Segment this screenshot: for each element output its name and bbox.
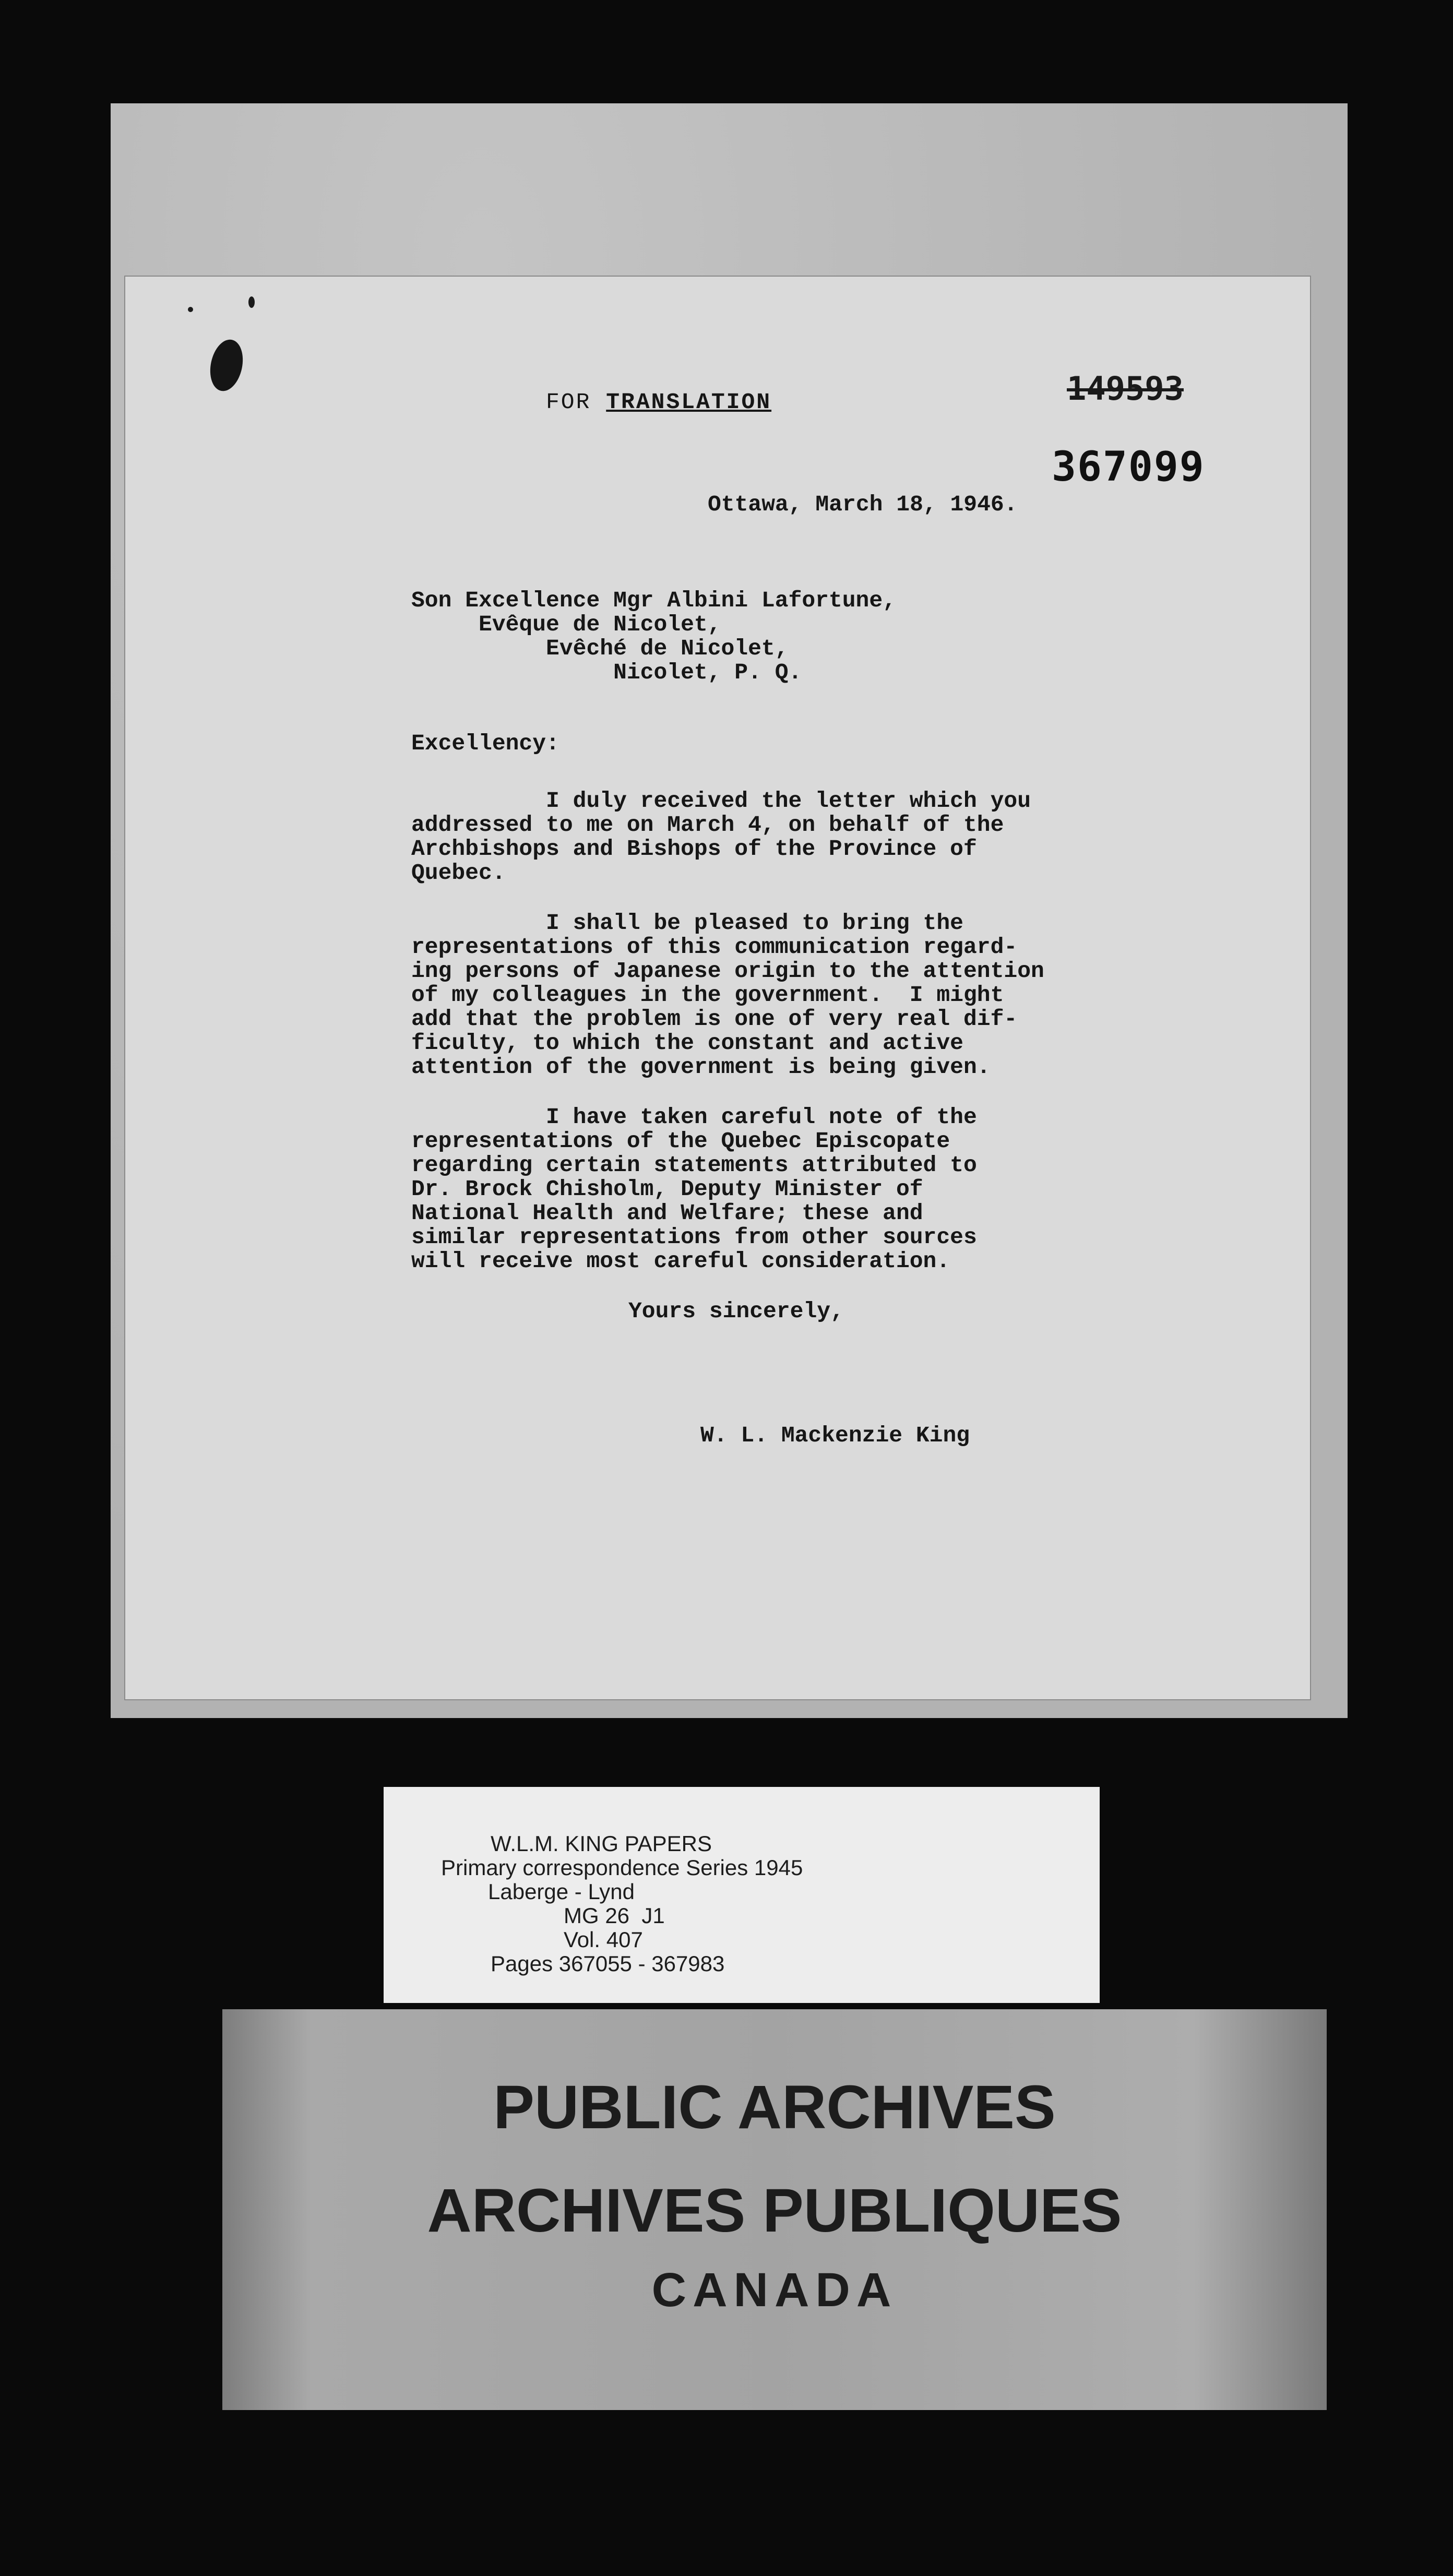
paragraph-line: add that the problem is one of very real dif- [411, 1006, 1018, 1032]
paragraph-line: addressed to me on March 4, on behalf of the [411, 812, 1004, 838]
paragraph-line: Quebec. [411, 860, 506, 886]
address-line: Evêque de Nicolet, [411, 612, 721, 637]
archives-stamp [222, 2009, 1327, 2410]
stamp-line-3: CANADA [651, 2263, 898, 2317]
signature: W. L. Mackenzie King [700, 1423, 970, 1448]
archive-label [384, 1787, 1100, 2003]
paragraph-line: I duly received the letter which you [411, 788, 1031, 814]
document-number: 367099 [1052, 444, 1205, 491]
paragraph-line: National Health and Welfare; these and [411, 1200, 923, 1226]
label-line: Pages 367055 - 367983 [491, 1951, 725, 1976]
paragraph-line: representations of this communication regard- [411, 934, 1018, 960]
letter-heading [546, 390, 771, 414]
paragraph-line: ficulty, to which the constant and active [411, 1030, 963, 1056]
heading-translation: TRANSLATION [606, 389, 772, 415]
paragraph-line: representations of the Quebec Episcopate [411, 1128, 950, 1154]
paragraph-line: I have taken careful note of the [411, 1104, 977, 1130]
paragraph-line: of my colleagues in the government. I might [411, 982, 1004, 1008]
label-line: Laberge - Lynd [488, 1879, 635, 1904]
address-line: Evêché de Nicolet, [411, 636, 789, 661]
salutation: Excellency: [411, 731, 559, 756]
address-line: Son Excellence Mgr Albini Lafortune, [411, 588, 896, 613]
paragraph-line: ing persons of Japanese origin to the attention [411, 958, 1044, 984]
paragraph-line: Archbishops and Bishops of the Province of [411, 836, 977, 862]
label-line: W.L.M. KING PAPERS [491, 1831, 712, 1856]
stamp-line-1: PUBLIC ARCHIVES [493, 2073, 1056, 2142]
paragraph-line: I shall be pleased to bring the [411, 910, 963, 936]
paragraph-line: similar representations from other sources [411, 1224, 977, 1250]
struck-number: 149593 [1067, 369, 1184, 408]
speck [188, 307, 193, 312]
speck [248, 296, 255, 308]
stamp-line-2: ARCHIVES PUBLIQUES [427, 2176, 1122, 2245]
paragraph-line: Dr. Brock Chisholm, Deputy Minister of [411, 1176, 923, 1202]
label-line: MG 26 J1 [564, 1903, 665, 1928]
letter-date: Ottawa, March 18, 1946. [708, 492, 1018, 517]
label-line: Primary correspondence Series 1945 [441, 1855, 803, 1880]
label-line: Vol. 407 [564, 1927, 643, 1952]
paragraph-line: attention of the government is being given. [411, 1054, 991, 1080]
paragraph-line: will receive most careful consideration. [411, 1248, 950, 1274]
paragraph-line: regarding certain statements attributed to [411, 1152, 977, 1178]
heading-prefix: FOR [546, 389, 591, 415]
closing: Yours sincerely, [628, 1298, 844, 1324]
punch-hole [206, 337, 247, 394]
address-line: Nicolet, P. Q. [411, 660, 802, 685]
